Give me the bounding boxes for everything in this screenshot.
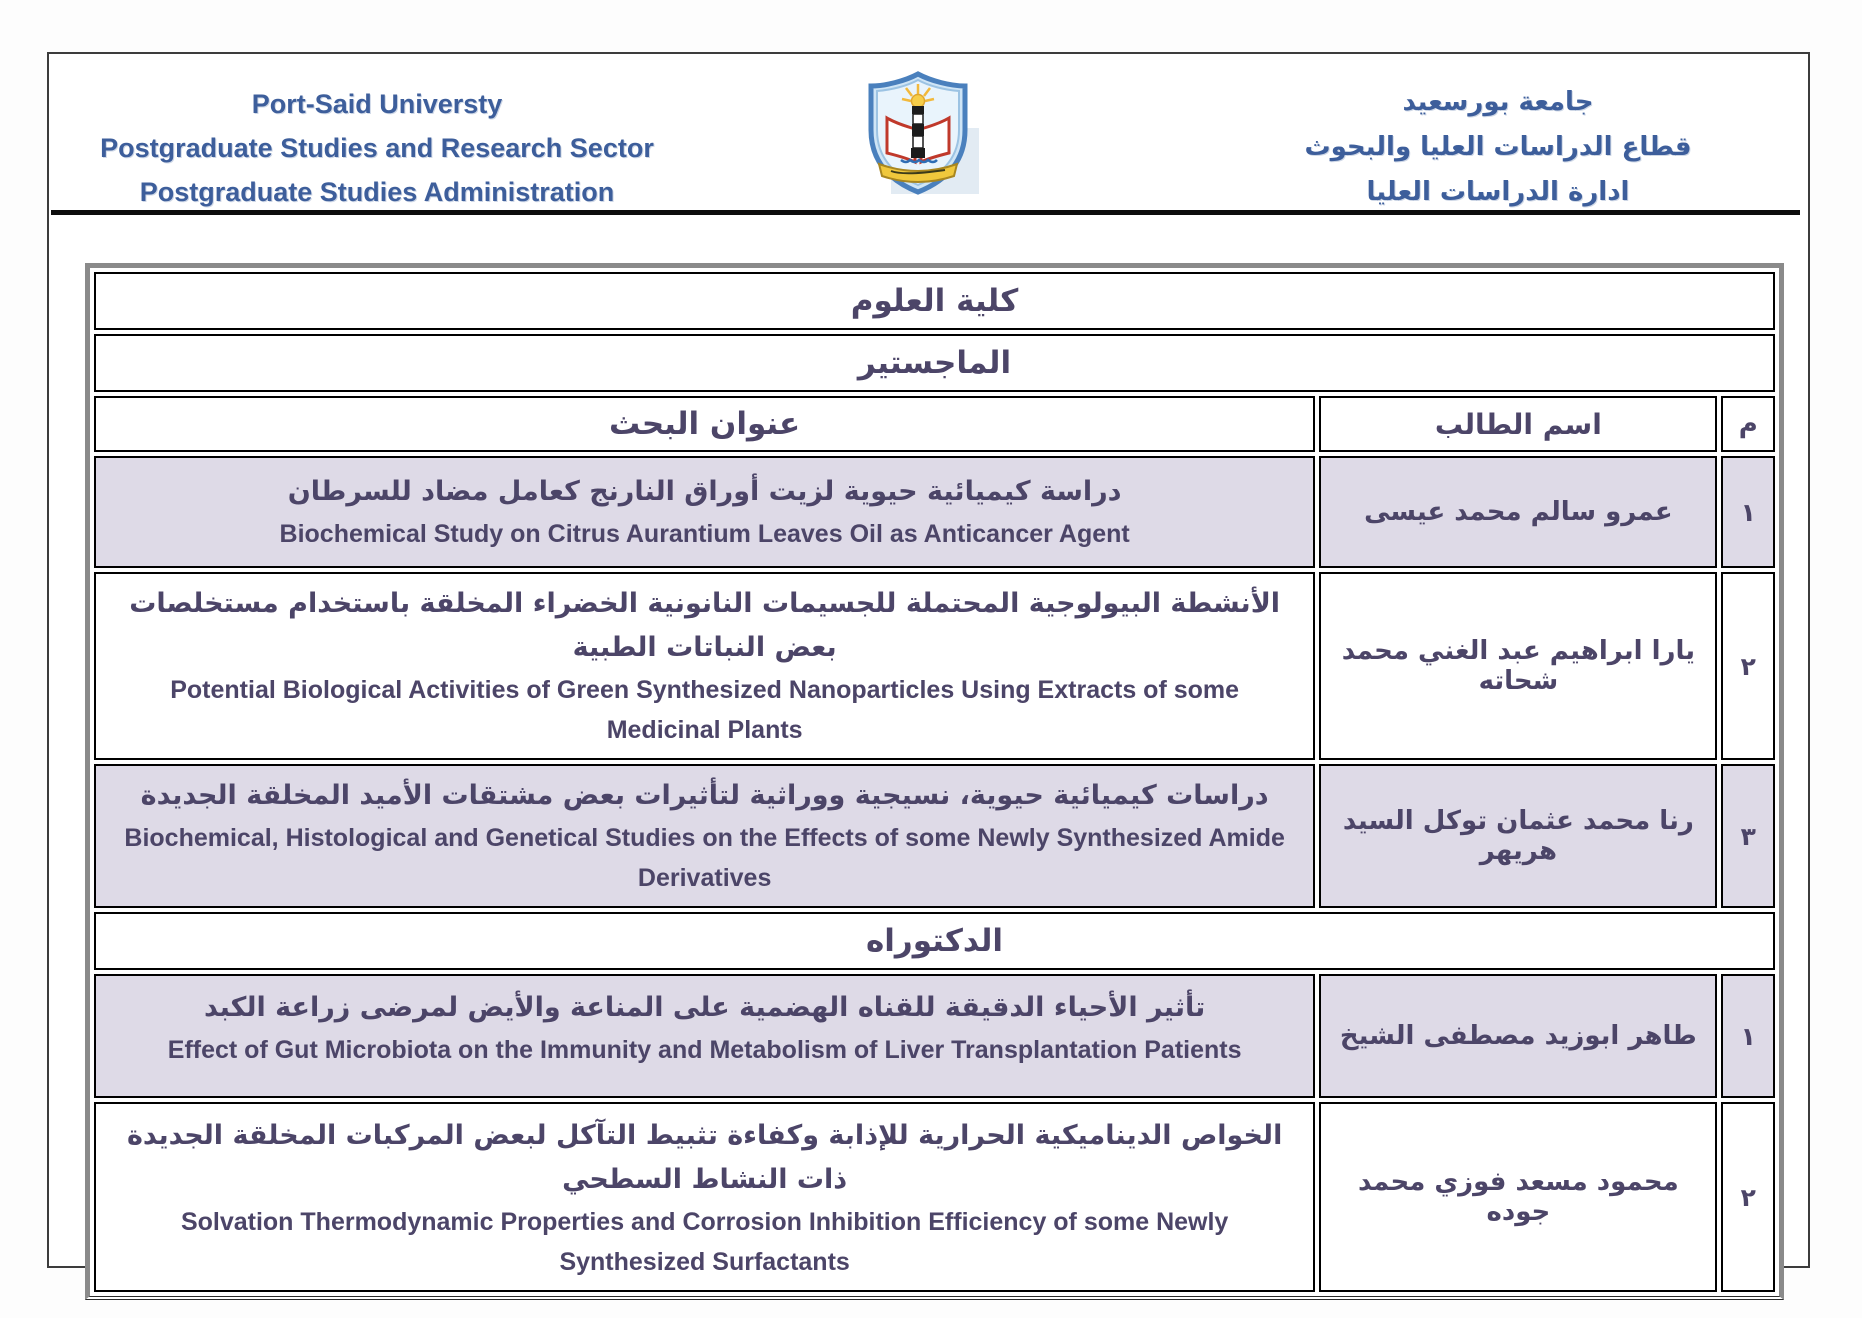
research-title-cell [94, 974, 1315, 1098]
university-name-ar: جامعة بورسعيد [1402, 87, 1594, 117]
header-arabic-block [1228, 80, 1768, 215]
university-name-en: Port-Said Universty [251, 89, 503, 119]
masters-row-3 [94, 764, 1775, 908]
research-title-cell [94, 764, 1315, 908]
document-header [49, 54, 1808, 206]
row-number-cell: ١ [1721, 974, 1775, 1098]
column-header-student-name: اسم الطالب [1319, 396, 1717, 452]
column-header-number: م [1721, 396, 1775, 452]
research-table-wrapper [85, 263, 1784, 1300]
research-title-arabic: الخواص الديناميكية الحرارية للإذابة وكفاءة تثبيط التآكل لبعض المركبات المخلقة الجديدة ذات النشاط السطحي [126, 1120, 1283, 1195]
document-page [47, 52, 1810, 1276]
header-english-block [67, 82, 687, 214]
faculty-title: كلية العلوم [94, 272, 1775, 330]
row-number-cell: ١ [1721, 456, 1775, 568]
university-logo [861, 70, 979, 198]
column-header-row [94, 396, 1775, 452]
research-table [90, 268, 1779, 1296]
research-title-arabic: الأنشطة البيولوجية المحتملة للجسيمات النانونية الخضراء المخلقة باستخدام مستخلصات بعض النباتات الطبية [129, 588, 1281, 663]
masters-row-1 [94, 456, 1775, 568]
student-name-cell: عمرو سالم محمد عيسى [1319, 456, 1717, 568]
phd-row-1 [94, 974, 1775, 1098]
masters-section-row [94, 334, 1775, 392]
row-number-cell: ٣ [1721, 764, 1775, 908]
phd-row-2 [94, 1102, 1775, 1292]
sector-name-en: Postgraduate Studies and Research Sector [100, 133, 654, 163]
masters-section-title: الماجستير [94, 334, 1775, 392]
row-number-cell: ٢ [1721, 1102, 1775, 1292]
university-emblem-icon [861, 70, 979, 198]
column-header-research-title: عنوان البحث [94, 396, 1315, 452]
research-title-english: Biochemical, Histological and Genetical Studies on the Effects of some Newly Synthesized Amide Derivatives [124, 824, 1285, 892]
administration-name-en: Postgraduate Studies Administration [139, 177, 615, 207]
research-title-english: Biochemical Study on Citrus Aurantium Leaves Oil as Anticancer Agent [279, 520, 1130, 548]
research-title-english: Effect of Gut Microbiota on the Immunity and Metabolism of Liver Transplantation Patients [167, 1036, 1242, 1064]
student-name-cell: محمود مسعد فوزي محمد جوده [1319, 1102, 1717, 1292]
research-title-english: Solvation Thermodynamic Properties and Corrosion Inhibition Efficiency of some Newly Synthesized Surfactants [180, 1208, 1229, 1276]
research-title-english: Potential Biological Activities of Green Synthesized Nanoparticles Using Extracts of some Medicinal Plants [170, 676, 1240, 744]
research-title-cell [94, 1102, 1315, 1292]
research-title-arabic: دراسات كيميائية حيوية، نسيجية ووراثية لتأثيرات بعض مشتقات الأميد المخلقة الجديدة [140, 780, 1269, 811]
research-title-cell [94, 572, 1315, 760]
research-title-arabic: دراسة كيميائية حيوية لزيت أوراق النارنج كعامل مضاد للسرطان [287, 476, 1122, 507]
research-title-cell [94, 456, 1315, 568]
research-title-arabic: تأثير الأحياء الدقيقة للقناه الهضمية على المناعة والأيض لمرضى زراعة الكبد [204, 992, 1206, 1023]
masters-row-2 [94, 572, 1775, 760]
administration-name-ar: ادارة الدراسات العليا [1366, 177, 1630, 207]
sector-name-ar: قطاع الدراسات العليا والبحوث [1304, 132, 1692, 162]
student-name-cell: رنا محمد عثمان توكل السيد هريهر [1319, 764, 1717, 908]
student-name-cell: يارا ابراهيم عبد الغني محمد شحاته [1319, 572, 1717, 760]
student-name-cell: طاهر ابوزيد مصطفى الشيخ [1319, 974, 1717, 1098]
faculty-title-row [94, 272, 1775, 330]
phd-section-title: الدكتوراه [94, 912, 1775, 970]
phd-section-row [94, 912, 1775, 970]
row-number-cell: ٢ [1721, 572, 1775, 760]
